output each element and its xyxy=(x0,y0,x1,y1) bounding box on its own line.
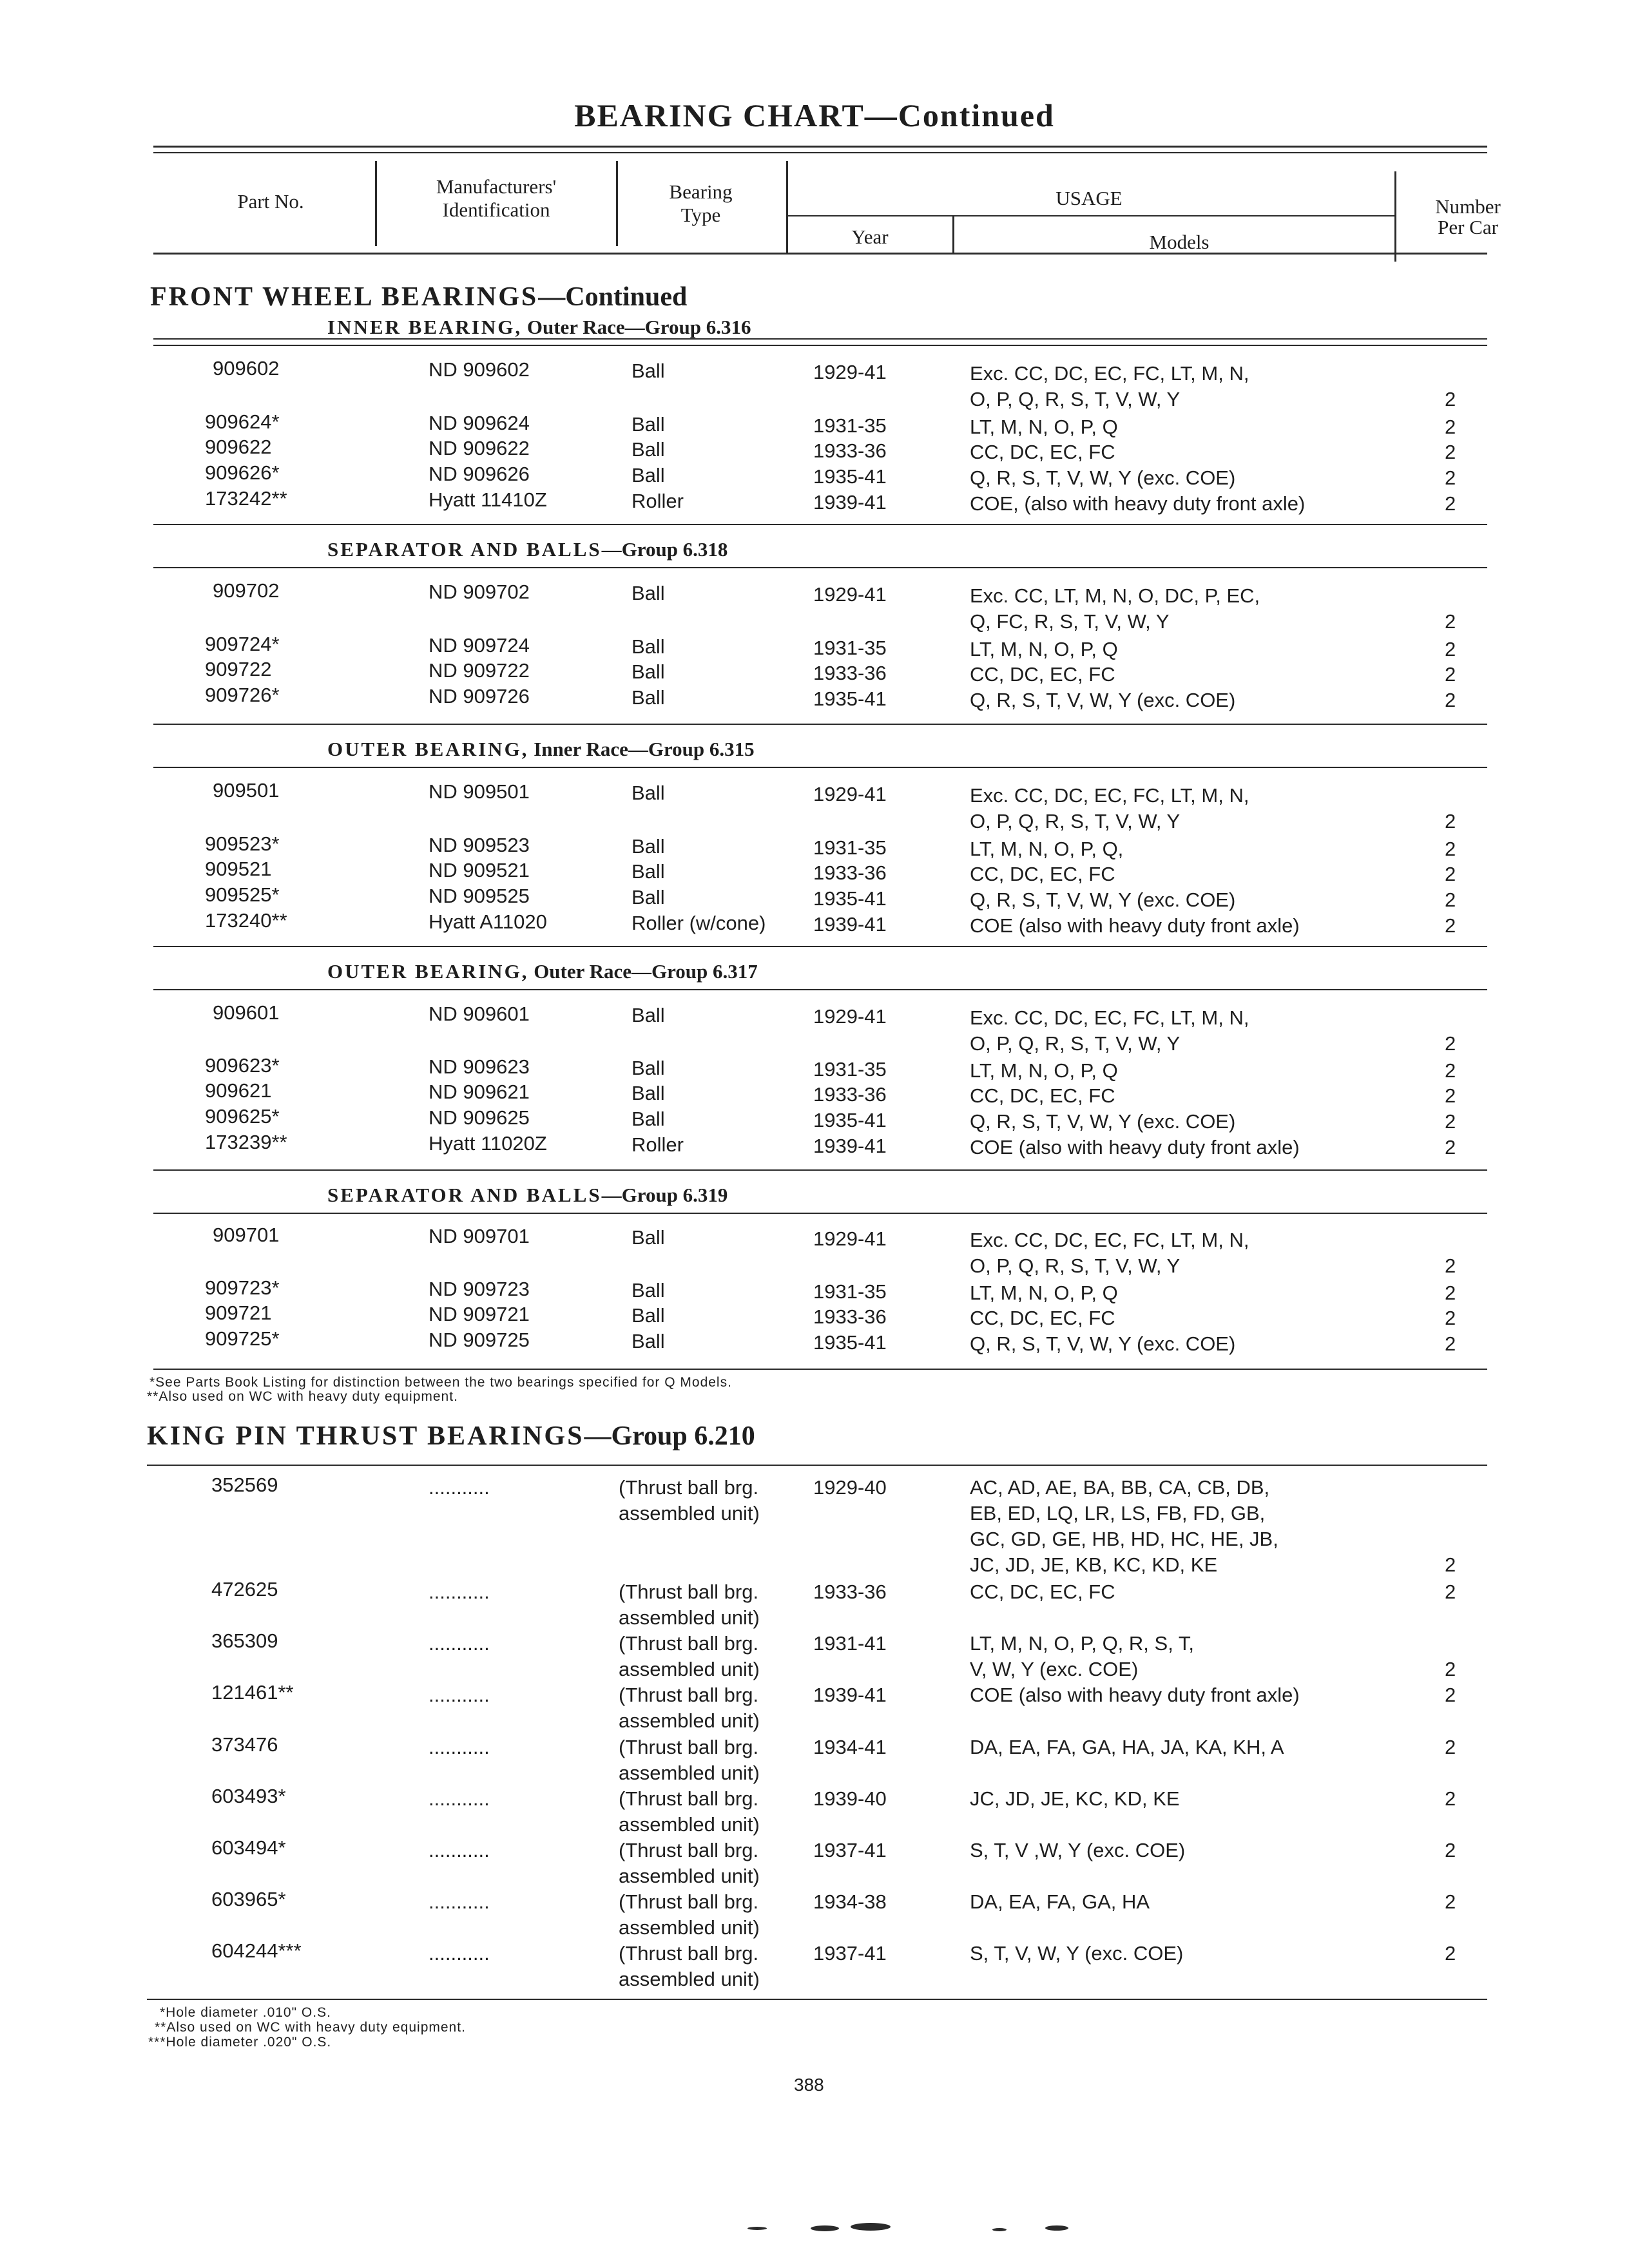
bearing-type: Ball xyxy=(631,582,665,604)
year: 1939-40 xyxy=(813,1787,887,1810)
number-per-car: 2 xyxy=(1445,1942,1456,1965)
models: COE (also with heavy duty front axle) xyxy=(970,1136,1300,1158)
year: 1939-41 xyxy=(813,491,887,514)
subsection-rule xyxy=(153,1169,1487,1171)
manufacturer-id: ND 909626 xyxy=(429,463,530,485)
models: JC, JD, JE, KC, KD, KE xyxy=(970,1787,1180,1810)
part-no: 909525* xyxy=(205,883,280,906)
year: 1933-36 xyxy=(813,439,887,462)
header-top-rule xyxy=(153,146,1487,148)
bearing-type: assembled unit) xyxy=(619,1606,760,1629)
manufacturer-id: ND 909521 xyxy=(429,859,530,881)
number-per-car: 2 xyxy=(1445,1890,1456,1913)
number-per-car: 2 xyxy=(1445,1332,1456,1355)
models: O, P, Q, R, S, T, V, W, Y xyxy=(970,1032,1181,1055)
bearing-type: Ball xyxy=(631,1304,665,1327)
bearing-type: Ball xyxy=(631,1057,665,1079)
models: COE (also with heavy duty front axle) xyxy=(970,914,1300,937)
year: 1931-35 xyxy=(813,1058,887,1081)
year: 1933-36 xyxy=(813,662,887,684)
manufacturer-id: ND 909624 xyxy=(429,412,530,434)
bearing-type: assembled unit) xyxy=(619,1865,760,1887)
models: JC, JD, JE, KB, KC, KD, KE xyxy=(970,1553,1218,1576)
section-title-bold: KING PIN THRUST BEARINGS xyxy=(147,1421,584,1451)
part-no: 909601 xyxy=(213,1001,280,1024)
number-per-car: 2 xyxy=(1445,1658,1456,1680)
year: 1935-41 xyxy=(813,465,887,488)
part-no: 603965* xyxy=(211,1888,286,1910)
number-per-car: 2 xyxy=(1445,610,1456,633)
bearing-type: Ball xyxy=(631,464,665,486)
header-number-line1: Number xyxy=(1435,195,1501,218)
header-type-line2: Type xyxy=(680,204,721,226)
bearing-type: (Thrust ball brg. xyxy=(619,1942,759,1965)
manufacturer-id: ND 909525 xyxy=(429,885,530,907)
number-per-car: 2 xyxy=(1445,1084,1456,1107)
subsection-rule xyxy=(153,724,1487,725)
subsection-rule xyxy=(153,345,1487,346)
models: CC, DC, EC, FC xyxy=(970,1581,1115,1603)
page-title: BEARING CHART—Continued xyxy=(574,97,1055,133)
scan-mark xyxy=(851,2223,891,2231)
col-divider-5 xyxy=(1394,171,1396,262)
part-no: 909501 xyxy=(213,779,280,802)
manufacturer-id: ND 909621 xyxy=(429,1081,530,1103)
footnote: **Also used on WC with heavy duty equipment. xyxy=(147,1389,458,1404)
models: LT, M, N, O, P, Q, xyxy=(970,838,1124,860)
header-mfr-line1: Manufacturers' xyxy=(436,175,557,198)
part-no: 603493* xyxy=(211,1785,286,1807)
part-no: 909624* xyxy=(205,410,280,433)
section-rule xyxy=(147,1999,1487,2000)
models: CC, DC, EC, FC xyxy=(970,663,1115,686)
bearing-type: Ball xyxy=(631,1279,665,1302)
year: 1939-41 xyxy=(813,1684,887,1706)
number-per-car: 2 xyxy=(1445,1839,1456,1861)
scan-mark xyxy=(747,2227,767,2230)
models: DA, EA, FA, GA, HA xyxy=(970,1890,1150,1913)
year: 1931-41 xyxy=(813,1632,887,1655)
footnote: *See Parts Book Listing for distinction between the two bearings specified for Q Models. xyxy=(149,1375,732,1390)
bearing-type: Ball xyxy=(631,1108,665,1130)
subsection-title-rest: —Group 6.319 xyxy=(601,1184,728,1206)
bearing-type: Ball xyxy=(631,886,665,908)
manufacturer-id: ND 909602 xyxy=(429,358,530,381)
models: COE (also with heavy duty front axle) xyxy=(970,1684,1300,1706)
bearing-type: assembled unit) xyxy=(619,1916,760,1939)
models: LT, M, N, O, P, Q xyxy=(970,416,1118,438)
models: Exc. CC, LT, M, N, O, DC, P, EC, xyxy=(970,584,1260,607)
manufacturer-id: ND 909501 xyxy=(429,780,530,803)
year: 1935-41 xyxy=(813,1331,887,1354)
bearing-type: Roller xyxy=(631,490,684,512)
number-per-car: 2 xyxy=(1445,889,1456,911)
subsection-rule xyxy=(153,767,1487,768)
number-per-car: 2 xyxy=(1445,388,1456,410)
models: COE, (also with heavy duty front axle) xyxy=(970,492,1306,515)
bearing-type: assembled unit) xyxy=(619,1502,760,1524)
models: EB, ED, LQ, LR, LS, FB, FD, GB, xyxy=(970,1502,1266,1524)
part-no: 909602 xyxy=(213,357,280,380)
subsection-title xyxy=(327,738,755,761)
year: 1933-36 xyxy=(813,1305,887,1328)
scan-mark xyxy=(1045,2225,1068,2231)
bearing-type: Ball xyxy=(631,438,665,461)
section-title-rest: —Continued xyxy=(538,282,688,312)
part-no: 909621 xyxy=(205,1079,272,1102)
col-divider-3 xyxy=(786,161,788,253)
year: 1931-35 xyxy=(813,637,887,659)
part-no: 909722 xyxy=(205,658,272,680)
models: V, W, Y (exc. COE) xyxy=(970,1658,1139,1680)
part-no: 173239** xyxy=(205,1131,287,1153)
footnote: *Hole diameter .010" O.S. xyxy=(160,2005,331,2020)
manufacturer-id: ND 909523 xyxy=(429,834,530,856)
header-part-no: Part No. xyxy=(237,190,304,213)
models: CC, DC, EC, FC xyxy=(970,1084,1115,1107)
number-per-car: 2 xyxy=(1445,1581,1456,1603)
models: AC, AD, AE, BA, BB, CA, CB, DB, xyxy=(970,1476,1270,1499)
number-per-car: 2 xyxy=(1445,492,1456,515)
usage-divider xyxy=(786,215,1395,216)
bearing-type: assembled unit) xyxy=(619,1968,760,1990)
part-no: 909721 xyxy=(205,1302,272,1324)
part-no: 909626* xyxy=(205,461,280,484)
manufacturer-id: ND 909623 xyxy=(429,1055,530,1078)
footnote: ***Hole diameter .020" O.S. xyxy=(148,2035,332,2050)
year: 1931-35 xyxy=(813,414,887,437)
number-per-car: 2 xyxy=(1445,1307,1456,1329)
year: 1935-41 xyxy=(813,687,887,710)
bearing-type: Ball xyxy=(631,413,665,436)
models: LT, M, N, O, P, Q xyxy=(970,1059,1118,1082)
manufacturer-id: ND 909721 xyxy=(429,1303,530,1325)
number-per-car: 2 xyxy=(1445,638,1456,660)
manufacturer-id: ND 909702 xyxy=(429,581,530,603)
part-no: 352569 xyxy=(211,1474,278,1496)
models: Exc. CC, DC, EC, FC, LT, M, N, xyxy=(970,1229,1249,1251)
part-no: 909523* xyxy=(205,832,280,855)
part-no: 373476 xyxy=(211,1733,278,1756)
number-per-car: 2 xyxy=(1445,466,1456,489)
year: 1931-35 xyxy=(813,836,887,859)
bearing-type: (Thrust ball brg. xyxy=(619,1890,759,1913)
models: LT, M, N, O, P, Q xyxy=(970,638,1118,660)
number-per-car: 2 xyxy=(1445,810,1456,832)
bearing-type: Ball xyxy=(631,686,665,709)
number-per-car: 2 xyxy=(1445,1736,1456,1758)
manufacturer-id-leader: ........... xyxy=(429,1581,490,1603)
number-per-car: 2 xyxy=(1445,1787,1456,1810)
bearing-type: Ball xyxy=(631,1004,665,1026)
year: 1934-41 xyxy=(813,1736,887,1758)
col-divider-4 xyxy=(952,216,954,253)
bearing-type: Ball xyxy=(631,860,665,883)
part-no: 909724* xyxy=(205,633,280,655)
bearing-type: Ball xyxy=(631,1226,665,1249)
header-models: Models xyxy=(1149,231,1210,253)
models: CC, DC, EC, FC xyxy=(970,441,1115,463)
part-no: 173242** xyxy=(205,487,287,510)
manufacturer-id: ND 909722 xyxy=(429,659,530,682)
part-no: 909702 xyxy=(213,579,280,602)
bearing-type: Ball xyxy=(631,1082,665,1104)
year: 1939-41 xyxy=(813,913,887,936)
subsection-title xyxy=(327,960,758,983)
year: 1933-36 xyxy=(813,861,887,884)
subsection-rule xyxy=(153,567,1487,568)
models: O, P, Q, R, S, T, V, W, Y xyxy=(970,388,1181,410)
section-title-rest: —Group 6.210 xyxy=(584,1421,755,1451)
part-no: 909521 xyxy=(205,858,272,880)
models: Q, R, S, T, V, W, Y (exc. COE) xyxy=(970,889,1236,911)
year: 1929-41 xyxy=(813,583,887,606)
number-per-car: 2 xyxy=(1445,663,1456,686)
manufacturer-id: Hyatt 11410Z xyxy=(429,488,547,511)
number-per-car: 2 xyxy=(1445,1059,1456,1082)
col-divider-1 xyxy=(375,161,377,246)
year: 1929-41 xyxy=(813,1227,887,1250)
manufacturer-id-leader: ........... xyxy=(429,1890,490,1913)
subsection-title xyxy=(327,1184,728,1207)
section-end-rule xyxy=(153,1369,1487,1370)
part-no: 909623* xyxy=(205,1054,280,1077)
year: 1929-41 xyxy=(813,361,887,383)
subsection-rule xyxy=(153,946,1487,947)
year: 1931-35 xyxy=(813,1280,887,1303)
models: Q, R, S, T, V, W, Y (exc. COE) xyxy=(970,466,1236,489)
bearing-type: (Thrust ball brg. xyxy=(619,1476,759,1499)
part-no: 909723* xyxy=(205,1276,280,1299)
models: LT, M, N, O, P, Q xyxy=(970,1282,1118,1304)
year: 1939-41 xyxy=(813,1135,887,1157)
models: LT, M, N, O, P, Q, R, S, T, xyxy=(970,1632,1194,1655)
number-per-car: 2 xyxy=(1445,838,1456,860)
bearing-type: Ball xyxy=(631,660,665,683)
models: Exc. CC, DC, EC, FC, LT, M, N, xyxy=(970,362,1249,385)
models: Q, R, S, T, V, W, Y (exc. COE) xyxy=(970,1110,1236,1133)
bearing-type: Ball xyxy=(631,835,665,858)
year: 1934-38 xyxy=(813,1890,887,1913)
scan-mark xyxy=(992,2228,1007,2231)
number-per-car: 2 xyxy=(1445,416,1456,438)
number-per-car: 2 xyxy=(1445,441,1456,463)
part-no: 173240** xyxy=(205,909,287,932)
models: O, P, Q, R, S, T, V, W, Y xyxy=(970,810,1181,832)
models: Exc. CC, DC, EC, FC, LT, M, N, xyxy=(970,1006,1249,1029)
number-per-car: 2 xyxy=(1445,1254,1456,1277)
part-no: 121461** xyxy=(211,1681,294,1704)
manufacturer-id: ND 909724 xyxy=(429,634,530,657)
header-year: Year xyxy=(851,226,889,248)
year: 1937-41 xyxy=(813,1942,887,1965)
subsection-title-rest: Outer Race—Group 6.317 xyxy=(528,960,758,983)
bearing-type: Ball xyxy=(631,1330,665,1352)
number-per-car: 2 xyxy=(1445,1553,1456,1576)
subsection-title-bold: SEPARATOR AND BALLS xyxy=(327,1184,602,1206)
year: 1935-41 xyxy=(813,1109,887,1131)
year: 1929-41 xyxy=(813,783,887,805)
bearing-type: Ball xyxy=(631,635,665,658)
header-usage: USAGE xyxy=(1055,187,1123,209)
bearing-type: (Thrust ball brg. xyxy=(619,1736,759,1758)
models: Exc. CC, DC, EC, FC, LT, M, N, xyxy=(970,784,1249,807)
part-no: 909622 xyxy=(205,436,272,458)
page-number: 388 xyxy=(794,2075,824,2095)
manufacturer-id-leader: ........... xyxy=(429,1632,490,1655)
manufacturer-id: Hyatt 11020Z xyxy=(429,1132,547,1155)
subsection-title-rest: —Group 6.318 xyxy=(601,538,728,561)
year: 1933-36 xyxy=(813,1083,887,1106)
manufacturer-id: ND 909625 xyxy=(429,1106,530,1129)
manufacturer-id: ND 909601 xyxy=(429,1003,530,1025)
bearing-type: assembled unit) xyxy=(619,1813,760,1836)
part-no: 604244*** xyxy=(211,1939,302,1962)
subsection-rule xyxy=(153,524,1487,525)
subsection-rule xyxy=(153,989,1487,990)
year: 1929-40 xyxy=(813,1476,887,1499)
year: 1933-36 xyxy=(813,1581,887,1603)
manufacturer-id: ND 909725 xyxy=(429,1329,530,1351)
models: GC, GD, GE, HB, HD, HC, HE, JB, xyxy=(970,1528,1278,1550)
bearing-type: Roller (w/cone) xyxy=(631,912,766,934)
year: 1929-41 xyxy=(813,1005,887,1028)
subsection-title-bold: INNER BEARING, xyxy=(327,316,523,338)
header-number-line2: Per Car xyxy=(1438,216,1498,238)
number-per-car: 2 xyxy=(1445,1136,1456,1158)
number-per-car: 2 xyxy=(1445,1110,1456,1133)
bearing-type: (Thrust ball brg. xyxy=(619,1581,759,1603)
bearing-type: Ball xyxy=(631,360,665,382)
part-no: 909725* xyxy=(205,1327,280,1350)
number-per-car: 2 xyxy=(1445,689,1456,711)
bearing-type: Ball xyxy=(631,782,665,804)
section-title-king-pin xyxy=(147,1421,755,1452)
models: Q, R, S, T, V, W, Y (exc. COE) xyxy=(970,689,1236,711)
bearing-type: assembled unit) xyxy=(619,1709,760,1732)
subsection-title-rest: Outer Race—Group 6.316 xyxy=(522,316,751,338)
part-no: 909726* xyxy=(205,684,280,706)
manufacturer-id-leader: ........... xyxy=(429,1839,490,1861)
number-per-car: 2 xyxy=(1445,863,1456,885)
bearing-type: assembled unit) xyxy=(619,1658,760,1680)
bearing-type: assembled unit) xyxy=(619,1762,760,1784)
models: Q, R, S, T, V, W, Y (exc. COE) xyxy=(970,1332,1236,1355)
number-per-car: 2 xyxy=(1445,1032,1456,1055)
manufacturer-id: ND 909726 xyxy=(429,685,530,707)
section-title-bold: FRONT WHEEL BEARINGS xyxy=(150,282,539,312)
subsection-title-bold: SEPARATOR AND BALLS xyxy=(327,538,602,561)
manufacturer-id: ND 909723 xyxy=(429,1278,530,1300)
part-no: 909625* xyxy=(205,1105,280,1128)
subsection-title-bold: OUTER BEARING, xyxy=(327,738,529,760)
subsection-rule xyxy=(153,1213,1487,1214)
subsection-title xyxy=(327,316,751,339)
part-no: 365309 xyxy=(211,1629,278,1652)
bearing-type: (Thrust ball brg. xyxy=(619,1684,759,1706)
part-no: 603494* xyxy=(211,1836,286,1859)
subsection-title-bold: OUTER BEARING, xyxy=(327,960,529,983)
models: CC, DC, EC, FC xyxy=(970,1307,1115,1329)
subsection-title xyxy=(327,538,728,561)
models: DA, EA, FA, GA, HA, JA, KA, KH, A xyxy=(970,1736,1284,1758)
bearing-type: (Thrust ball brg. xyxy=(619,1839,759,1861)
bearing-type: Roller xyxy=(631,1133,684,1156)
bearing-type: (Thrust ball brg. xyxy=(619,1632,759,1655)
year: 1937-41 xyxy=(813,1839,887,1861)
part-no: 909701 xyxy=(213,1224,280,1246)
number-per-car: 2 xyxy=(1445,1282,1456,1304)
manufacturer-id-leader: ........... xyxy=(429,1787,490,1810)
number-per-car: 2 xyxy=(1445,1684,1456,1706)
manufacturer-id: Hyatt A11020 xyxy=(429,910,547,933)
bearing-type: (Thrust ball brg. xyxy=(619,1787,759,1810)
header-mfr-line2: Identification xyxy=(442,198,550,221)
manufacturer-id: ND 909622 xyxy=(429,437,530,459)
year: 1935-41 xyxy=(813,887,887,910)
header-type-line1: Bearing xyxy=(669,180,733,203)
scan-mark xyxy=(811,2225,839,2231)
models: CC, DC, EC, FC xyxy=(970,863,1115,885)
manufacturer-id-leader: ........... xyxy=(429,1476,490,1499)
manufacturer-id-leader: ........... xyxy=(429,1684,490,1706)
section-rule xyxy=(147,1465,1487,1466)
models: S, T, V ,W, Y (exc. COE) xyxy=(970,1839,1186,1861)
footnote: **Also used on WC with heavy duty equipment. xyxy=(155,2020,466,2035)
manufacturer-id: ND 909701 xyxy=(429,1225,530,1247)
col-divider-2 xyxy=(616,161,618,246)
manufacturer-id-leader: ........... xyxy=(429,1942,490,1965)
section-title-front-wheel xyxy=(150,282,687,312)
models: O, P, Q, R, S, T, V, W, Y xyxy=(970,1254,1181,1277)
models: S, T, V, W, Y (exc. COE) xyxy=(970,1942,1184,1965)
number-per-car: 2 xyxy=(1445,914,1456,937)
part-no: 472625 xyxy=(211,1578,278,1600)
models: Q, FC, R, S, T, V, W, Y xyxy=(970,610,1170,633)
header-top-rule-2 xyxy=(153,152,1487,153)
manufacturer-id-leader: ........... xyxy=(429,1736,490,1758)
subsection-title-rest: Inner Race—Group 6.315 xyxy=(528,738,755,760)
